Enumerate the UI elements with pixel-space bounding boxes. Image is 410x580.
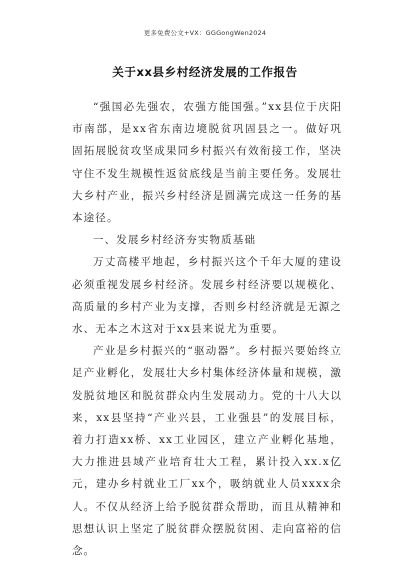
- header-note: 更多免费公文+VX：GGGongWen2024: [143, 29, 267, 37]
- paragraph-industry: 产业是乡村振兴的“驱动器”。乡村振兴要始终立足产业孵化，发展壮大乡村集体经济体量和规模，激发脱贫地区和脱贫群众内生发展动力。党的十八大以来，xx县坚持“产业兴县，工业强县”的发展目标，着力打造xx桥、xx工业园区，建立产业孵化基地，大力推进县域产业培育壮大工程，累计投入xx.x亿元，建办乡村就业工厂xx个，吸纳就业人员xxxx余人。不仅从经济上给予脱贫群众帮助，而且从精神和思想认识上坚定了脱贫群众摆脱贫困、走向富裕的信念。: [72, 345, 342, 558]
- paragraph-economy: 万丈高楼平地起，乡村振兴这个千年大厦的建设必须重视发展乡村经济。发展乡村经济要以规模化、高质量的乡村产业为支撑，否则乡村经济就是无源之水、无本之木这对于xx县来说尤为重要。: [72, 256, 342, 336]
- document-title: 关于xx县乡村经济发展的工作报告: [112, 65, 298, 79]
- document-body: [72, 96, 342, 562]
- section-heading-1: 一、发展乡村经济夯实物质基础: [93, 234, 257, 247]
- paragraph-intro: “强国必先强农，农强方能国强。”xx县位于庆阳市南部，是xx省东南边境脱贫巩固县之一。做好巩固拓展脱贫攻坚成果同乡村振兴有效衔接工作，坚决守住不发生规模性返贫底线是当前主要任务。发展壮大乡村产业，振兴乡村经济是圆满完成这一任务的基本途径。: [72, 101, 342, 225]
